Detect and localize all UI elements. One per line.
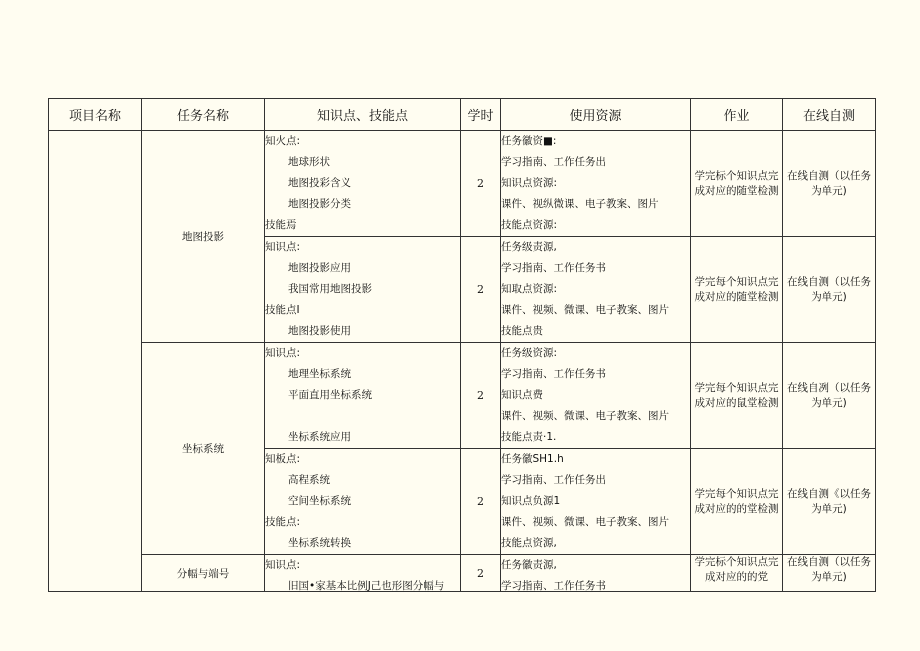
resource-item: 技能点资源, [501, 537, 557, 549]
knowledge-item: 地图投彩含义 [288, 177, 351, 189]
self-test-cell [783, 343, 876, 449]
knowledge-heading: 知识点: [265, 347, 301, 359]
resource-item: 知识点资源: [501, 177, 558, 189]
homework-text: 学完标个知识点完成对应的的党 [694, 556, 779, 583]
table-body [49, 131, 876, 592]
homework-cell [691, 131, 783, 237]
homework-cell [691, 555, 783, 592]
course-table [48, 98, 876, 592]
resource-item: 课件、视频、微课、电子教案、图片 [501, 304, 669, 316]
resource-item: 任务徽资■: [501, 135, 557, 147]
knowledge-cell [265, 131, 461, 237]
header-hours: 学时 [461, 99, 501, 131]
knowledge-heading: 知火点: [265, 135, 301, 147]
knowledge-item: 空间坐标系统 [288, 495, 351, 507]
homework-cell [691, 343, 783, 449]
resource-item: 知识点费 [501, 389, 543, 401]
knowledge-heading: 技能点: [265, 516, 301, 528]
knowledge-heading: 知识点: [265, 241, 301, 253]
hours-cell: 2 [461, 343, 501, 449]
knowledge-item: 地理坐标系统 [288, 368, 351, 380]
resource-item: 技能点资源: [501, 219, 558, 231]
resource-item: 学习指南、工作任务书 [501, 262, 606, 274]
homework-text: 学完标个知识点完成对应的随堂检测 [694, 169, 779, 197]
header-homework: 作业 [691, 99, 783, 131]
resources-cell [501, 343, 691, 449]
self-test-cell [783, 555, 876, 592]
resource-item: 课件、视频、微课、电子教案、图片 [501, 410, 669, 422]
resources-cell [501, 237, 691, 343]
knowledge-item: 地图投影使用 [288, 325, 351, 337]
knowledge-cell [265, 449, 461, 555]
table-row [49, 131, 876, 237]
header-resources: 使用资源 [501, 99, 691, 131]
knowledge-heading: 技能点I [265, 304, 300, 316]
hours-cell: 2 [461, 449, 501, 555]
self-test-text: 在线自测（以任务为单元) [787, 556, 871, 583]
resource-item: 课件、视纵微课、电子教案、图片 [501, 198, 659, 210]
project-name-cell [49, 131, 142, 592]
knowledge-item: 坐标系统转换 [288, 537, 351, 549]
self-test-text: 在线自冽（以任务为单元) [787, 381, 871, 409]
resource-item: 知取点资源: [501, 283, 558, 295]
self-test-cell [783, 449, 876, 555]
resources-cell [501, 449, 691, 555]
resource-item: 任务级资源: [501, 347, 558, 359]
resource-item: 技能点责·1. [501, 431, 557, 443]
resource-item: 课件、视频、微课、电子教案、图片 [501, 516, 669, 528]
self-test-text: 在线自测（以任务为单元) [787, 169, 871, 197]
resource-item: 学习指南、工作任务出 [501, 474, 606, 486]
knowledge-item: 地图投影分类 [288, 198, 351, 210]
knowledge-cell [265, 237, 461, 343]
resource-item: 任务级责源, [501, 241, 557, 253]
table-row [49, 343, 876, 449]
task-name-cell: 坐标系统 [142, 343, 265, 555]
resources-cell [501, 131, 691, 237]
knowledge-cell [265, 555, 461, 592]
hours-cell: 2 [461, 555, 501, 592]
knowledge-item [265, 406, 460, 427]
knowledge-cell [265, 343, 461, 449]
table-row [49, 555, 876, 592]
hours-cell: 2 [461, 237, 501, 343]
resource-item: 学习指南、工作任务出 [501, 156, 606, 168]
resources-cell [501, 555, 691, 592]
knowledge-heading: 技能焉 [265, 219, 297, 231]
knowledge-heading: 知板点: [265, 453, 301, 465]
self-test-text: 在线自测（以任务为单元) [787, 275, 871, 303]
task-name-cell: 分幅与端号 [142, 555, 265, 592]
knowledge-heading: 知识点: [265, 559, 301, 571]
resource-item: 知识点负源1 [501, 495, 561, 507]
knowledge-item: 地球形状 [288, 156, 330, 168]
header-project: 项目名称 [49, 99, 142, 131]
homework-text: 学完每个知识点完成对应的随堂检测 [694, 275, 779, 303]
knowledge-item: 高程系统 [288, 474, 330, 486]
knowledge-item: 地图投影应用 [288, 262, 351, 274]
knowledge-item: 我国常用地图投影 [288, 283, 372, 295]
self-test-cell [783, 237, 876, 343]
task-name-cell: 地图投影 [142, 131, 265, 343]
knowledge-item: 坐标系统应用 [288, 431, 351, 443]
header-self-test: 在线自测 [783, 99, 876, 131]
self-test-cell [783, 131, 876, 237]
header-task: 任务名称 [142, 99, 265, 131]
self-test-text: 在线自测《以任务为单元) [787, 487, 871, 515]
knowledge-item: 平面直用坐标系统 [288, 389, 372, 401]
homework-text: 学完每个知识点完成对应的鼠堂检测 [694, 381, 779, 409]
resource-item: 学习指南、工作任务书 [501, 368, 606, 380]
header-row [49, 99, 876, 131]
resource-item: 技能点贵 [501, 325, 543, 337]
knowledge-item: 旧国•家基本比例J己也形图分幅与 [288, 580, 445, 591]
hours-cell: 2 [461, 131, 501, 237]
homework-text: 学完每个知识点完成对应的的堂检测 [694, 487, 779, 515]
homework-cell [691, 237, 783, 343]
header-knowledge: 知识点、技能点 [265, 99, 461, 131]
resource-item: 学习指南、工作任务书 [501, 580, 606, 591]
resource-item: 任务徽SH1.h [501, 453, 564, 465]
resource-item: 任务徽责源, [501, 559, 557, 571]
homework-cell [691, 449, 783, 555]
